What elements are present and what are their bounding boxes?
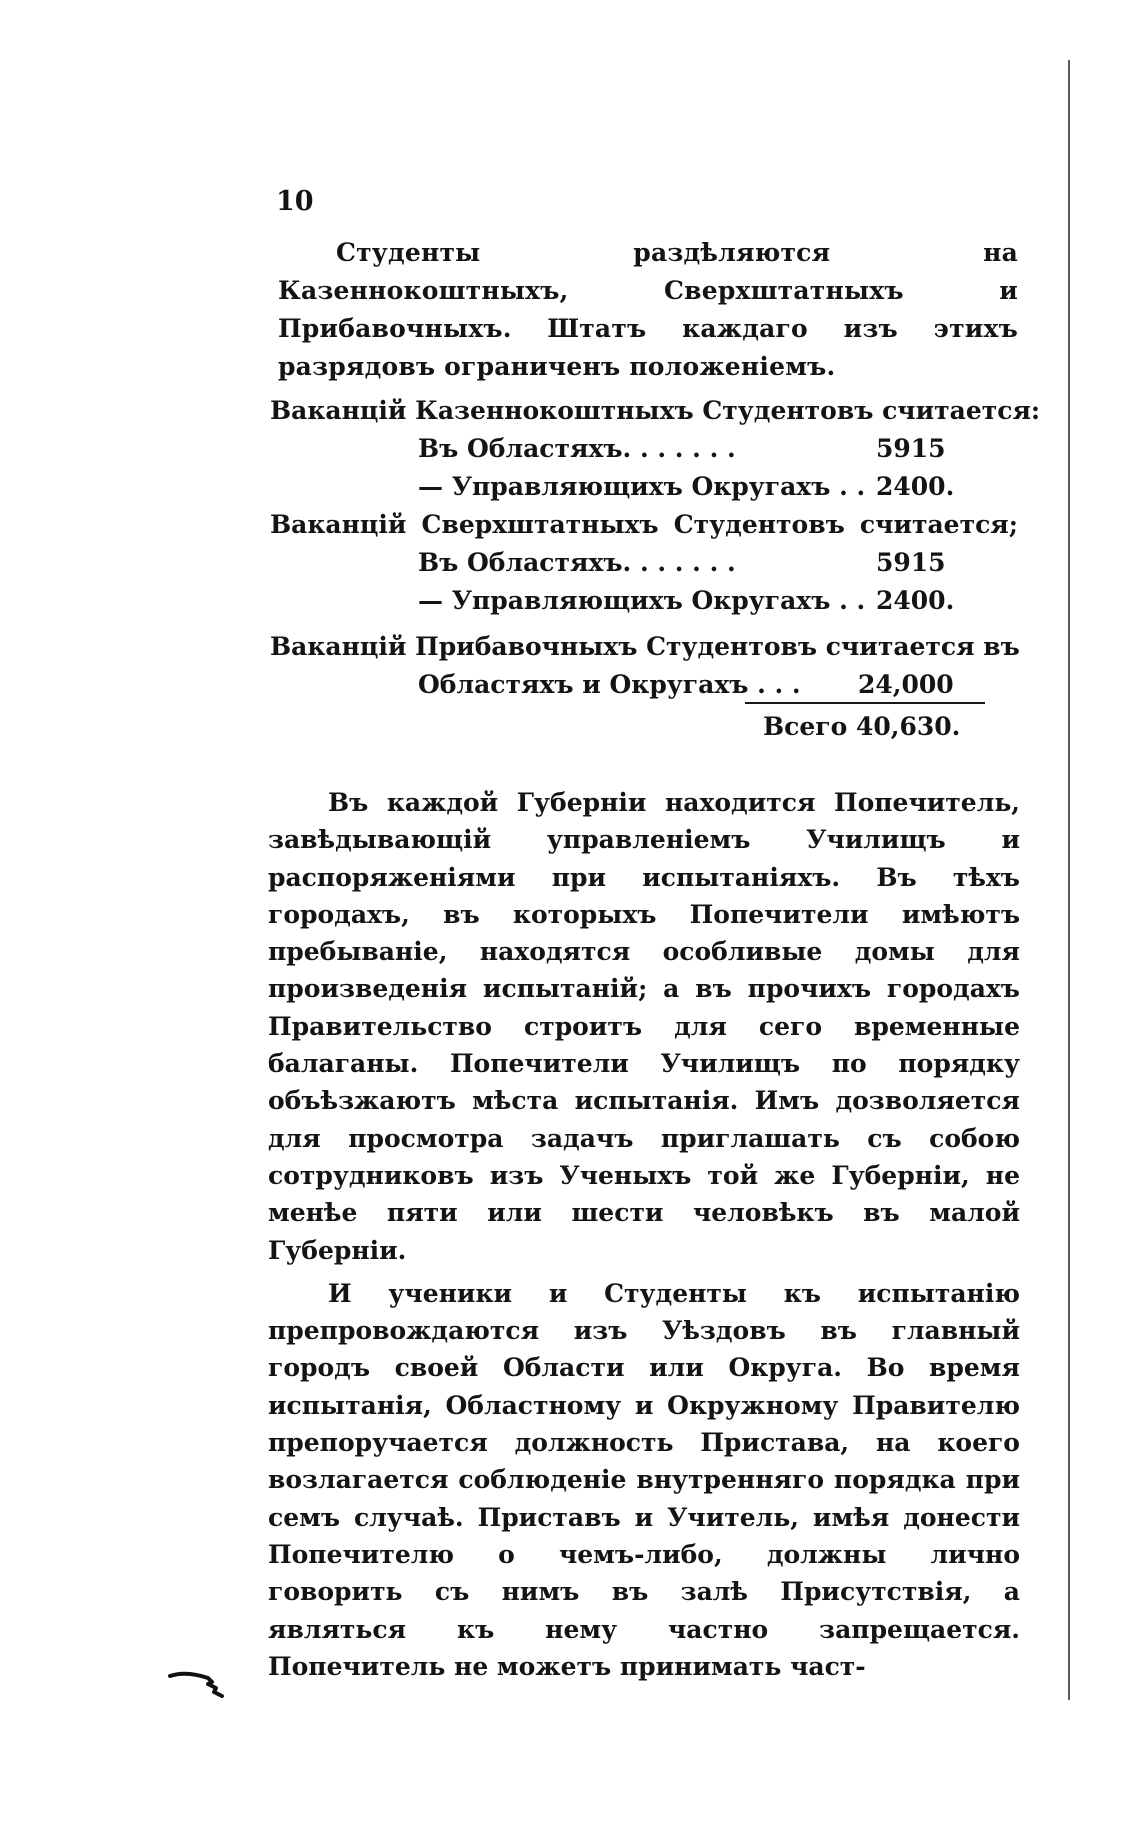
vacancies-total: Всего 40,630. <box>763 712 961 741</box>
extra-vacancies-districts <box>418 582 955 620</box>
state-vacancies-heading: Ваканцій Казеннокоштныхъ Студентовъ считается: <box>270 396 1041 425</box>
state-regions-label: Въ Областяхъ. . . . . . . <box>418 434 736 463</box>
extra-districts-label: — Управляющихъ Округахъ . . <box>418 586 866 615</box>
margin-arrow-mark <box>168 1668 226 1698</box>
state-districts-value: 2400. <box>876 472 955 501</box>
body-text <box>268 784 1020 1685</box>
supplementary-value: 24,000 <box>858 670 954 699</box>
total-rule <box>745 702 985 704</box>
supplementary-vacancies-line <box>418 666 954 704</box>
state-vacancies-districts <box>418 468 955 506</box>
extra-vacancies-regions <box>418 544 946 582</box>
paragraph: Въ каждой Губерніи находится Попечитель, завѣдывающій управленіемъ Училищъ и распоряженіями при испытаніяхъ. Въ тѣхъ городахъ, въ которыхъ Попечители имѣютъ пребываніе, находятся особливые домы для произведенія испытаній; а въ прочихъ городахъ Правительство строитъ для сего временные балаганы. Попечители Училищъ по порядку объѣзжаютъ мѣста испытанія. Имъ дозволяется для просмотра задачъ приглашать съ собою сотрудниковъ изъ Ученыхъ той же Губерніи, не менѣе пяти или шести человѣкъ въ малой Губерніи. <box>268 788 1020 1265</box>
intro-paragraph <box>278 234 1018 386</box>
state-vacancies-regions <box>418 430 946 468</box>
paragraph: И ученики и Студенты къ испытанію препровождаются изъ Уѣздовъ въ главный городъ своей Области или Округа. Во время испытанія, Областному и Окружному Правителю препоручается должность Пристава, на коего возлагается соблюденіе внутренняго порядка при семъ случаѣ. Приставъ и Учитель, имѣя донести Попечителю о чемъ-либо, должны лично говорить съ нимъ въ залѣ Присутствія, а являться къ нему частно запрещается. Попечитель не можетъ принимать част- <box>268 1278 1020 1681</box>
state-regions-value: 5915 <box>876 434 946 463</box>
state-districts-label: — Управляющихъ Округахъ . . <box>418 472 866 501</box>
supplementary-label: Областяхъ и Округахъ . . . <box>418 670 801 699</box>
intro-text: Студенты раздѣляются на Казеннокоштныхъ, Сверхштатныхъ и Прибавочныхъ. Штатъ каждаго изъ этихъ разрядовъ ограниченъ положеніемъ. <box>278 238 1018 381</box>
extra-vacancies-heading: Ваканцій Сверхштатныхъ Студентовъ считается; <box>270 510 1018 539</box>
page-edge-line <box>1068 60 1070 1700</box>
extra-regions-value: 5915 <box>876 548 946 577</box>
supplementary-vacancies-heading: Ваканцій Прибавочныхъ Студентовъ считается въ <box>270 632 1020 661</box>
page-number: 10 <box>276 186 314 217</box>
extra-districts-value: 2400. <box>876 586 955 615</box>
extra-regions-label: Въ Областяхъ. . . . . . . <box>418 548 736 577</box>
